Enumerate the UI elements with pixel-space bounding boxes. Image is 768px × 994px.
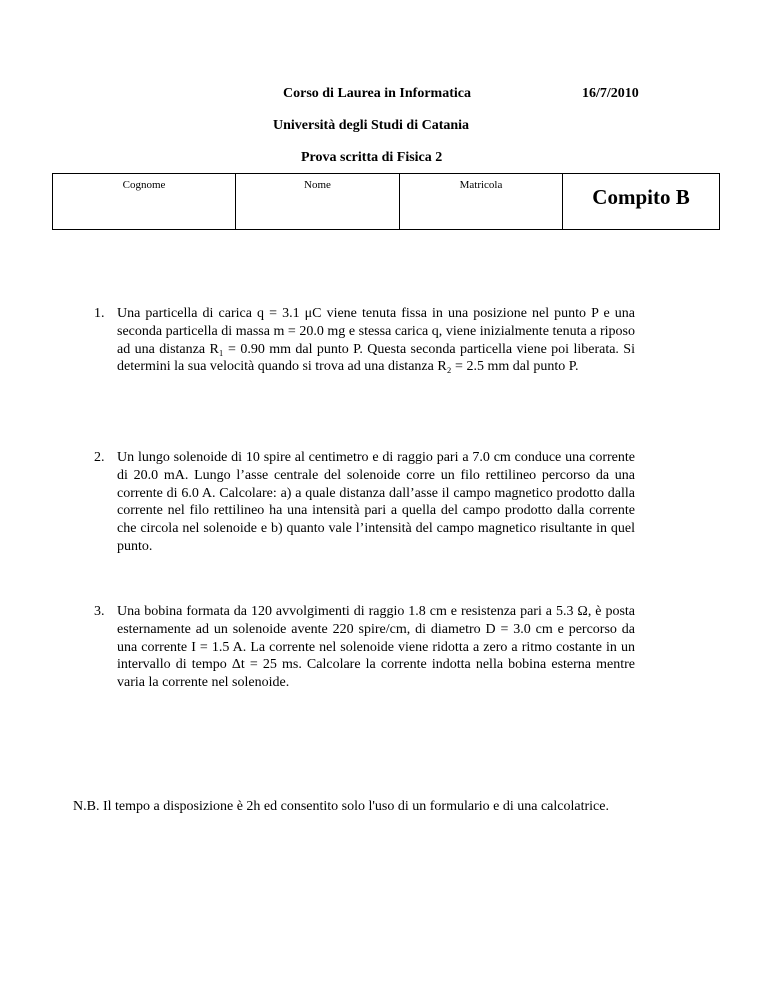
problem-3-text: Una bobina formata da 120 avvolgimenti di raggio 1.8 cm e resistenza pari a 5.3 Ω, è posta esternamente ad un solenoide avente 220 spire/cm, di diametro D = 3.0 cm e percorso da una corrente I = 1.5 A. La corrente nel solenoide viene ridotta a zero a ritmo costante in un intervallo di tempo Δt = 25 ms. Calcolare la corrente indotta nella bobina esterna mentre varia la corrente nel solenoide.	[117, 604, 635, 691]
student-info-table	[52, 173, 720, 230]
surname-cell[interactable]	[53, 174, 236, 230]
surname-label: Cognome	[122, 179, 166, 191]
exam-title: Prova scritta di Fisica 2	[301, 150, 443, 165]
id-number-cell[interactable]	[400, 174, 563, 230]
exam-note: N.B. Il tempo a disposizione è 2h ed consentito solo l'uso di un formulario e di una calcolatrice.	[73, 799, 609, 814]
problem-2-text: Un lungo solenoide di 10 spire al centimetro e di raggio pari a 7.0 cm conduce una corrente di 20.0 mA. Lungo l’asse centrale del solenoide corre un filo rettilineo percorso da una corrente di 6.0 A. Calcolare: a) a quale distanza dall’asse il campo magnetico prodotto dalla corrente nel filo rettilineo ha una intensità pari a quella del campo prodotto dalla corrente che circola nel solenoide e b) quanto vale l’intensità del campo magnetico risultante in quel punto.	[117, 450, 635, 554]
id-number-label: Matricola	[459, 179, 503, 191]
problem-3-number: 3.	[94, 604, 105, 619]
course-title: Corso di Laurea in Informatica	[283, 86, 471, 101]
university-name: Università degli Studi di Catania	[273, 118, 470, 133]
name-label: Nome	[304, 179, 331, 191]
variant-cell	[563, 174, 720, 230]
name-cell[interactable]	[236, 174, 400, 230]
problem-1-number: 1.	[94, 306, 105, 321]
exam-date: 16/7/2010	[582, 86, 639, 101]
exam-variant: Compito B	[592, 185, 690, 209]
problem-2-number: 2.	[94, 450, 105, 465]
problem-1-text: Una particella di carica q = 3.1 μC viene tenuta fissa in una posizione nel punto P e una seconda particella di massa m = 20.0 mg e stessa carica q, viene inizialmente tenuta a riposo ad una distanza R₁ = 0.90 mm dal punto P. Questa seconda particella viene poi liberata. Si determini la sua velocità quando si trova ad una distanza R₂ = 2.5 mm dal punto P.	[117, 306, 635, 375]
